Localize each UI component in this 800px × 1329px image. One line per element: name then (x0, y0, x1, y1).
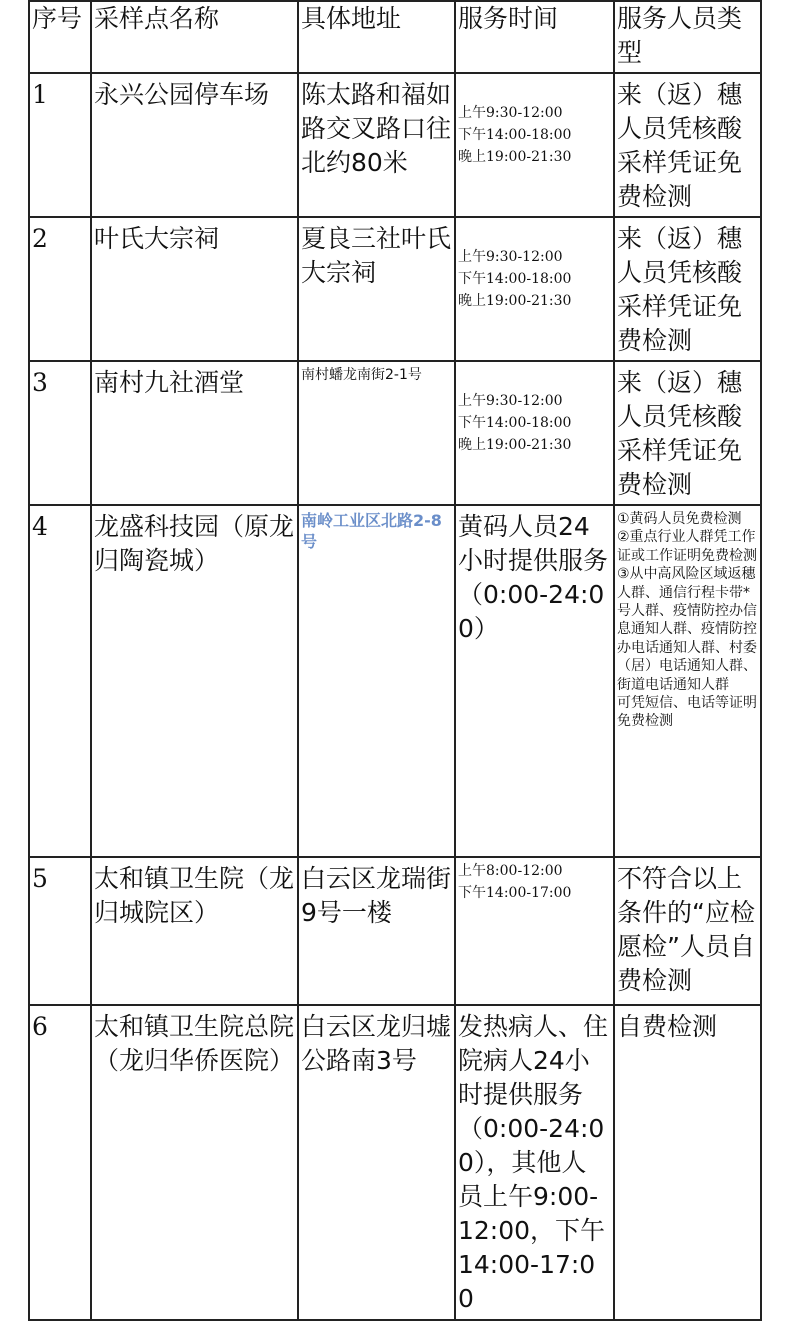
table-row (29, 361, 761, 505)
site-name: 太和镇卫生院（龙归城院区） (94, 864, 295, 927)
header-site-name: 采样点名称 (91, 1, 298, 73)
site-name: 太和镇卫生院总院（龙归华侨医院） (94, 1012, 295, 1075)
row-number: 5 (32, 864, 48, 893)
hours-morning: 上午9:30-12:00 (458, 105, 563, 121)
service-hours (458, 362, 611, 456)
hours-afternoon: 下午14:00-17:00 (458, 885, 572, 901)
hours-morning: 上午8:00-12:00 (458, 863, 563, 879)
schedule-table (28, 0, 762, 1321)
site-address: 白云区龙瑞街9号一楼 (301, 864, 452, 927)
site-name: 叶氏大宗祠 (94, 224, 220, 253)
header-hours: 服务时间 (455, 1, 614, 73)
table-row (29, 73, 761, 217)
service-hours (458, 858, 611, 904)
service-hours: 发热病人、住院病人24小时提供服务（0:00-24:00），其他人员上午9:00-12:00，下午14:00-17:00 (458, 1012, 609, 1313)
site-name: 南村九社酒堂 (94, 368, 245, 397)
hours-afternoon: 下午14:00-18:00 (458, 415, 572, 431)
row-number: 2 (32, 224, 48, 253)
header-number: 序号 (29, 1, 91, 73)
service-note: ①黄码人员免费检测 (617, 511, 742, 527)
site-name: 龙盛科技园（原龙归陶瓷城） (94, 512, 295, 575)
hours-evening: 晚上19:00-21:30 (458, 437, 572, 453)
service-type: 来（返）穗人员凭核酸采样凭证免费检测 (617, 368, 743, 499)
row-number: 6 (32, 1012, 48, 1041)
table-row (29, 857, 761, 1005)
site-address: 南村蟠龙南街2-1号 (301, 367, 422, 383)
table-row (29, 505, 761, 857)
service-note: 可凭短信、电话等证明免费检测 (617, 695, 757, 730)
row-number: 3 (32, 368, 48, 397)
hours-afternoon: 下午14:00-18:00 (458, 271, 572, 287)
service-note: ②重点行业人群凭工作证或工作证明免费检测 (617, 529, 757, 564)
service-hours: 黄码人员24小时提供服务（0:00-24:00） (458, 512, 609, 643)
hours-morning: 上午9:30-12:00 (458, 393, 563, 409)
service-notes (617, 506, 758, 731)
row-number: 4 (32, 512, 48, 541)
header-service-type: 服务人员类型 (614, 1, 761, 73)
service-type: 自费检测 (617, 1012, 718, 1041)
service-hours (458, 218, 611, 312)
table-row (29, 217, 761, 361)
hours-afternoon: 下午14:00-18:00 (458, 127, 572, 143)
service-type: 来（返）穗人员凭核酸采样凭证免费检测 (617, 80, 743, 211)
table-row (29, 1005, 761, 1320)
service-note: ③从中高风险区域返穗人群、通信行程卡带*号人群、疫情防控办信息通知人群、疫情防控办电话通知人群、村委（居）电话通知人群、街道电话通知人群 (617, 566, 757, 693)
site-address: 南岭工业区北路2-8号 (301, 511, 442, 551)
hours-morning: 上午9:30-12:00 (458, 249, 563, 265)
row-number: 1 (32, 80, 48, 109)
header-address: 具体地址 (298, 1, 455, 73)
header-row (29, 1, 761, 73)
hours-evening: 晚上19:00-21:30 (458, 293, 572, 309)
site-address: 夏良三社叶氏大宗祠 (301, 224, 452, 287)
hours-evening: 晚上19:00-21:30 (458, 149, 572, 165)
site-address: 陈太路和福如路交叉路口往北约80米 (301, 80, 452, 177)
site-name: 永兴公园停车场 (94, 80, 270, 109)
service-type: 不符合以上条件的“应检愿检”人员自费检测 (617, 864, 755, 995)
service-type: 来（返）穗人员凭核酸采样凭证免费检测 (617, 224, 743, 355)
service-hours (458, 74, 611, 168)
site-address: 白云区龙归墟公路南3号 (301, 1012, 452, 1075)
